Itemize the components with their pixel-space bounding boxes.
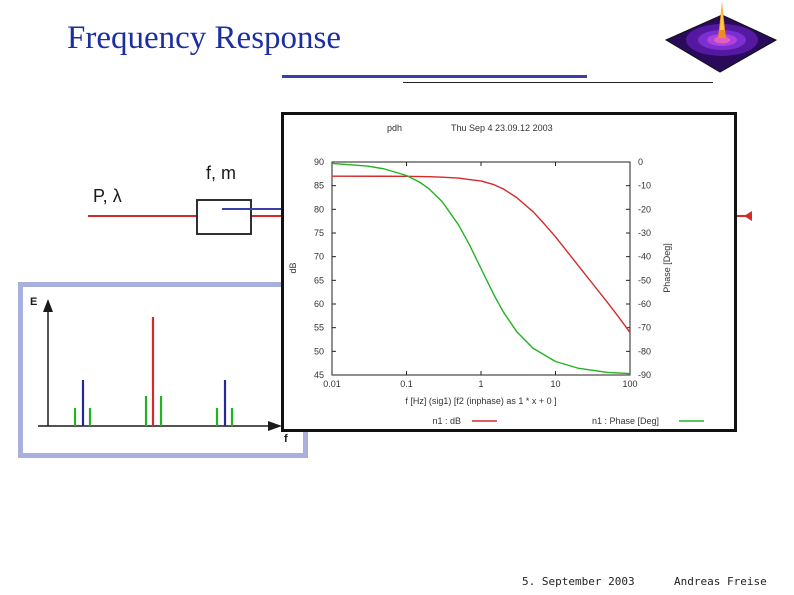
y2-tick-label: -70 [638,322,652,333]
bode-plot [281,112,737,432]
x-tick-label: 10 [550,379,561,389]
x-axis-label: f [Hz] (sig1) [f2 (inphase) as 1 * x + 0 ] [405,396,557,406]
beam-arrowhead [744,211,752,221]
footer-date: 5. September 2003 [522,575,635,588]
freq-mod-label: f, m [206,163,236,183]
y2-tick-label: -30 [638,228,652,238]
y-tick-label: 80 [313,204,324,215]
modulator-box [197,200,251,234]
y2-tick-label: -40 [638,251,652,262]
spectrum-y-label: E [30,296,38,308]
y2-tick-label: 0 [638,157,644,167]
y-tick-label: 60 [313,299,324,309]
legend-label: n1 : dB [432,416,461,426]
y2-tick-label: -20 [638,204,652,215]
y-axis-label: dB [288,262,298,274]
footer-author: Andreas Freise [674,575,767,588]
y-tick-label: 70 [313,251,324,262]
spectrum-x-label: f [284,433,288,445]
x-tick-label: 100 [622,379,638,389]
y-tick-label: 50 [313,346,324,357]
x-tick-label: 0.1 [400,379,413,389]
chart-header-name: pdh [387,123,403,133]
legend-label: n1 : Phase [Deg] [591,416,659,426]
y2-tick-label: -60 [638,299,652,309]
y-tick-label: 45 [313,370,324,380]
power-wavelength-label: P, λ [93,186,122,206]
y-tick-label: 65 [313,275,324,286]
y2-tick-label: -10 [638,180,652,191]
x-tick-label: 1 [478,379,484,389]
y2-tick-label: -80 [638,346,652,357]
y-tick-label: 55 [313,322,324,333]
y-tick-label: 90 [313,157,324,167]
y2-axis-label: Phase [Deg] [662,243,672,293]
y-tick-label: 85 [313,180,324,191]
y2-tick-label: -50 [638,275,652,286]
x-tick-label: 0.01 [323,379,341,389]
y-tick-label: 75 [313,228,324,238]
slide-title: Frequency Response [67,20,342,56]
spectrum-inset [18,282,308,458]
chart-header-timestamp: Thu Sep 4 23.09.12 2003 [451,123,553,133]
y2-tick-label: -90 [638,370,652,380]
